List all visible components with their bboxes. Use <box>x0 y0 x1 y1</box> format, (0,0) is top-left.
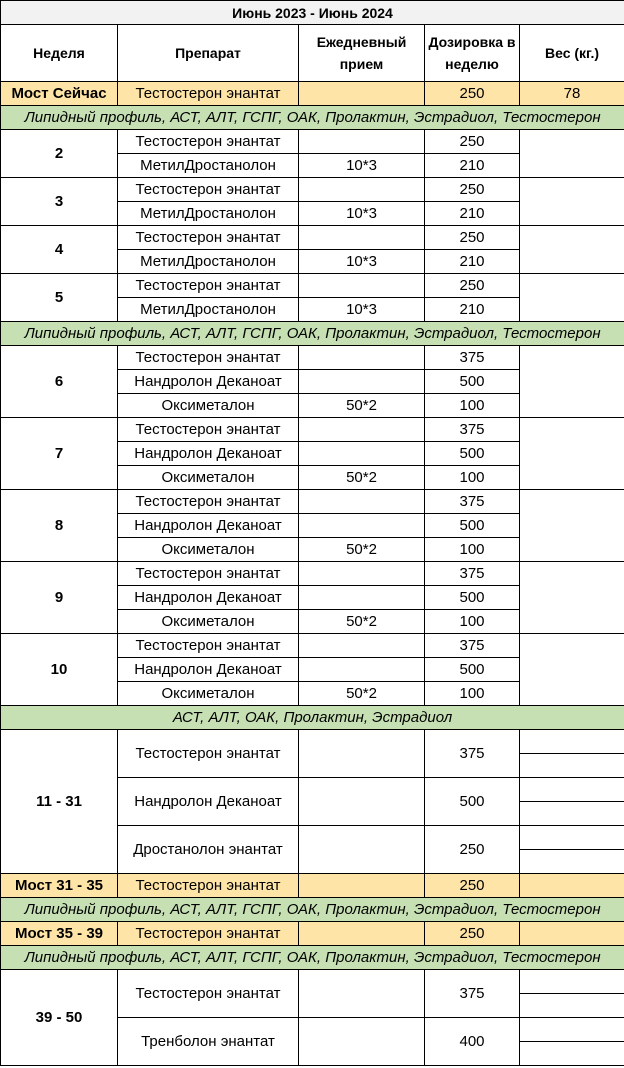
lab-tests-cell: АСТ, АЛТ, ОАК, Пролактин, Эстрадиол <box>1 706 624 730</box>
dose-cell: 100 <box>425 394 520 418</box>
col-header-week: Неделя <box>1 25 118 82</box>
daily-cell <box>299 274 425 298</box>
table-row <box>1 274 624 298</box>
lab-row <box>1 898 624 922</box>
drug-cell: МетилДростанолон <box>118 298 299 322</box>
daily-cell: 50*2 <box>299 466 425 490</box>
lab-tests-cell: Липидный профиль, АСТ, АЛТ, ГСПГ, ОАК, Пролактин, Эстрадиол, Тестостерон <box>1 106 624 130</box>
daily-cell <box>299 442 425 466</box>
daily-cell: 50*2 <box>299 394 425 418</box>
dose-cell: 500 <box>425 586 520 610</box>
dose-cell: 250 <box>425 874 520 898</box>
drug-cell: Тестостерон энантат <box>118 82 299 106</box>
weight-subcell <box>520 970 624 993</box>
dose-cell: 500 <box>425 370 520 394</box>
daily-cell <box>299 562 425 586</box>
weight-cell <box>520 226 624 274</box>
dose-cell: 250 <box>425 274 520 298</box>
drug-cell: Нандролон Деканоат <box>118 586 299 610</box>
week-cell: Мост 35 - 39 <box>1 922 118 946</box>
drug-cell: Тестостерон энантат <box>118 490 299 514</box>
daily-cell <box>299 346 425 370</box>
daily-cell <box>299 658 425 682</box>
drug-cell: Дростанолон энантат <box>118 826 299 874</box>
drug-cell: Нандролон Деканоат <box>118 658 299 682</box>
drug-cell: Нандролон Деканоат <box>118 514 299 538</box>
dose-cell: 375 <box>425 730 520 778</box>
drug-cell: Тестостерон энантат <box>118 730 299 778</box>
table-row <box>1 130 624 154</box>
weight-cell <box>520 874 624 898</box>
week-cell: 8 <box>1 490 118 562</box>
dose-cell: 210 <box>425 298 520 322</box>
col-header-weight: Вес (кг.) <box>520 25 624 82</box>
week-cell: 5 <box>1 274 118 322</box>
daily-cell: 10*3 <box>299 154 425 178</box>
daily-cell <box>299 778 425 826</box>
daily-cell <box>299 826 425 874</box>
daily-cell <box>299 418 425 442</box>
weight-cell <box>520 346 624 418</box>
dose-cell: 375 <box>425 418 520 442</box>
daily-cell <box>299 130 425 154</box>
drug-cell: Оксиметалон <box>118 538 299 562</box>
lab-row <box>1 106 624 130</box>
lab-row <box>1 322 624 346</box>
weight-cell <box>520 922 624 946</box>
week-cell: 9 <box>1 562 118 634</box>
weight-cell <box>520 778 624 826</box>
drug-cell: Оксиметалон <box>118 610 299 634</box>
weight-cell <box>520 634 624 706</box>
drug-cell: Нандролон Деканоат <box>118 370 299 394</box>
dose-cell: 500 <box>425 778 520 826</box>
bridge-row-35-39 <box>1 922 624 946</box>
week-cell: 3 <box>1 178 118 226</box>
dose-cell: 375 <box>425 490 520 514</box>
drug-cell: Оксиметалон <box>118 394 299 418</box>
drug-cell: Тестостерон энантат <box>118 874 299 898</box>
week-cell: 6 <box>1 346 118 418</box>
table-row <box>1 562 624 586</box>
daily-cell <box>299 730 425 778</box>
bridge-row-31-35 <box>1 874 624 898</box>
drug-cell: Оксиметалон <box>118 466 299 490</box>
week-cell: 39 - 50 <box>1 970 118 1066</box>
table-row <box>1 970 624 1018</box>
drug-cell: Тестостерон энантат <box>118 178 299 202</box>
table-row <box>1 178 624 202</box>
col-header-daily: Ежедневный прием <box>299 25 425 82</box>
daily-cell <box>299 970 425 1018</box>
daily-cell <box>299 370 425 394</box>
drug-cell: Тестостерон энантат <box>118 970 299 1018</box>
week-cell: 2 <box>1 130 118 178</box>
weight-subcell <box>520 1041 624 1065</box>
lab-tests-cell: Липидный профиль, АСТ, АЛТ, ГСПГ, ОАК, Пролактин, Эстрадиол, Тестостерон <box>1 898 624 922</box>
table-row <box>1 226 624 250</box>
lab-row <box>1 946 624 970</box>
weight-cell <box>520 490 624 562</box>
daily-cell: 50*2 <box>299 538 425 562</box>
drug-cell: Тестостерон энантат <box>118 130 299 154</box>
drug-cell: Тестостерон энантат <box>118 922 299 946</box>
weight-cell <box>520 970 624 1018</box>
weight-cell <box>520 826 624 874</box>
daily-cell <box>299 586 425 610</box>
dose-cell: 100 <box>425 610 520 634</box>
daily-cell: 50*2 <box>299 682 425 706</box>
drug-cell: Тестостерон энантат <box>118 418 299 442</box>
weight-cell <box>520 418 624 490</box>
daily-cell <box>299 874 425 898</box>
daily-cell <box>299 178 425 202</box>
drug-cell: Тестостерон энантат <box>118 634 299 658</box>
week-cell: Мост Сейчас <box>1 82 118 106</box>
daily-cell <box>299 226 425 250</box>
weight-cell <box>520 1018 624 1066</box>
weight-cell <box>520 130 624 178</box>
dose-cell: 500 <box>425 442 520 466</box>
drug-cell: МетилДростанолон <box>118 154 299 178</box>
col-header-drug: Препарат <box>118 25 299 82</box>
dose-cell: 375 <box>425 346 520 370</box>
dose-cell: 375 <box>425 562 520 586</box>
col-header-dose: Дозировка в неделю <box>425 25 520 82</box>
table-row <box>1 346 624 370</box>
drug-cell: Нандролон Деканоат <box>118 778 299 826</box>
daily-cell: 50*2 <box>299 610 425 634</box>
daily-cell: 10*3 <box>299 250 425 274</box>
drug-cell: Оксиметалон <box>118 682 299 706</box>
table-row <box>1 490 624 514</box>
weight-subcell <box>520 826 624 849</box>
daily-cell: 10*3 <box>299 298 425 322</box>
weight-cell <box>520 274 624 322</box>
drug-cell: Тренболон энантат <box>118 1018 299 1066</box>
week-cell: 11 - 31 <box>1 730 118 874</box>
week-cell: 10 <box>1 634 118 706</box>
bridge-row-now <box>1 82 624 106</box>
daily-cell <box>299 490 425 514</box>
dose-cell: 500 <box>425 658 520 682</box>
dose-cell: 250 <box>425 178 520 202</box>
weight-subcell <box>520 1018 624 1041</box>
lab-tests-cell: Липидный профиль, АСТ, АЛТ, ГСПГ, ОАК, Пролактин, Эстрадиол, Тестостерон <box>1 946 624 970</box>
daily-cell <box>299 1018 425 1066</box>
dose-cell: 500 <box>425 514 520 538</box>
dose-cell: 210 <box>425 250 520 274</box>
dose-cell: 210 <box>425 202 520 226</box>
daily-cell <box>299 514 425 538</box>
drug-cell: МетилДростанолон <box>118 250 299 274</box>
weight-subcell <box>520 730 624 753</box>
weight-subcell <box>520 993 624 1017</box>
table-row <box>1 418 624 442</box>
dose-cell: 250 <box>425 130 520 154</box>
table-row <box>1 730 624 778</box>
table-row <box>1 634 624 658</box>
dose-cell: 250 <box>425 922 520 946</box>
dose-cell: 210 <box>425 154 520 178</box>
drug-cell: Тестостерон энантат <box>118 226 299 250</box>
weight-subcell <box>520 753 624 777</box>
table-title: Июнь 2023 - Июнь 2024 <box>1 1 624 25</box>
dose-cell: 375 <box>425 634 520 658</box>
weight-cell <box>520 730 624 778</box>
daily-cell <box>299 634 425 658</box>
week-cell: 7 <box>1 418 118 490</box>
weight-cell: 78 <box>520 82 624 106</box>
drug-cell: Тестостерон энантат <box>118 562 299 586</box>
weight-cell <box>520 178 624 226</box>
drug-cell: МетилДростанолон <box>118 202 299 226</box>
weight-subcell <box>520 849 624 873</box>
weight-subcell <box>520 778 624 801</box>
dose-cell: 250 <box>425 82 520 106</box>
daily-cell <box>299 922 425 946</box>
dose-cell: 250 <box>425 226 520 250</box>
weight-cell <box>520 562 624 634</box>
daily-cell: 10*3 <box>299 202 425 226</box>
dose-cell: 100 <box>425 682 520 706</box>
dose-cell: 100 <box>425 538 520 562</box>
lab-tests-cell: Липидный профиль, АСТ, АЛТ, ГСПГ, ОАК, Пролактин, Эстрадиол, Тестостерон <box>1 322 624 346</box>
lab-row <box>1 706 624 730</box>
dose-cell: 400 <box>425 1018 520 1066</box>
drug-cell: Тестостерон энантат <box>118 274 299 298</box>
dose-cell: 250 <box>425 826 520 874</box>
drug-cell: Тестостерон энантат <box>118 346 299 370</box>
drug-cell: Нандролон Деканоат <box>118 442 299 466</box>
dose-cell: 100 <box>425 466 520 490</box>
week-cell: Мост 31 - 35 <box>1 874 118 898</box>
weight-subcell <box>520 801 624 825</box>
week-cell: 4 <box>1 226 118 274</box>
dose-cell: 375 <box>425 970 520 1018</box>
daily-cell <box>299 82 425 106</box>
